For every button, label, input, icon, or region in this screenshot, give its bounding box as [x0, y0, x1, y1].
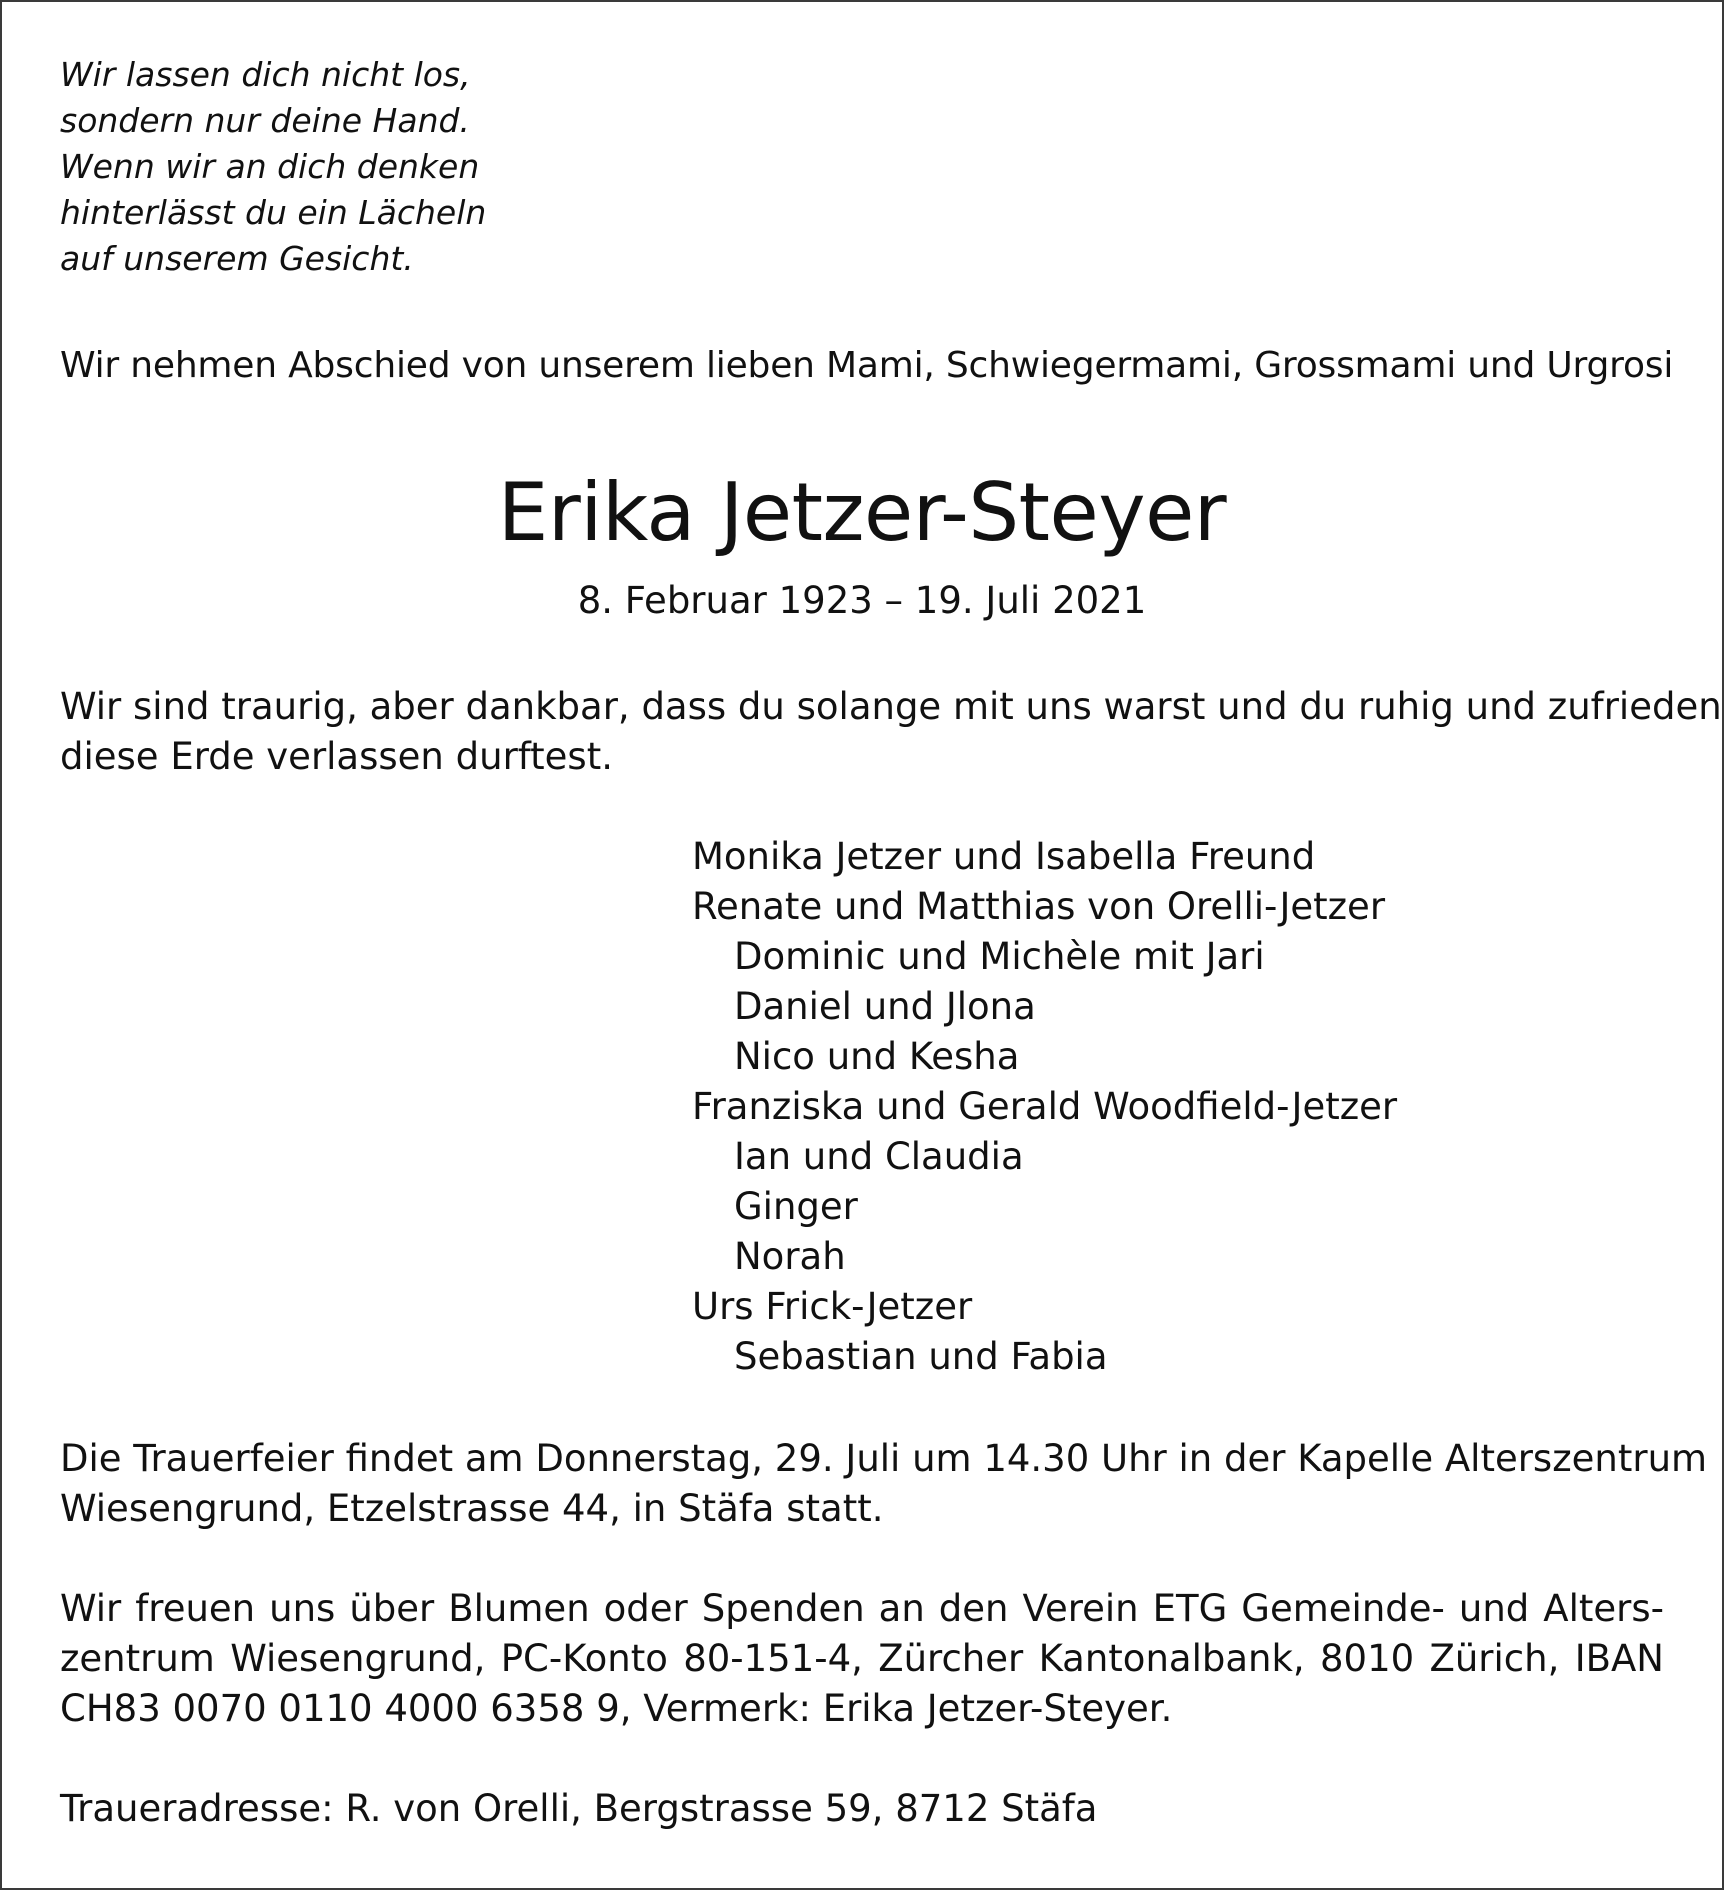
family-member: Monika Jetzer und Isabella Freund: [692, 835, 1316, 878]
paragraph-line: Wir freuen uns über Blumen oder Spenden an den Verein ETG Gemeinde- und Alters-: [60, 1587, 1664, 1630]
poem-line: Wir lassen dich nicht los,: [60, 55, 471, 94]
family-member: Norah: [734, 1235, 846, 1278]
family-member: Ginger: [734, 1185, 858, 1228]
family-member: Sebastian und Fabia: [734, 1335, 1108, 1378]
paragraph-line: CH83 0070 0110 4000 6358 9, Vermerk: Erika Jetzer-Steyer.: [60, 1687, 1173, 1730]
family-member: Dominic und Michèle mit Jari: [734, 935, 1265, 978]
paragraph-line: Die Trauerfeier findet am Donnerstag, 29. Juli um 14.30 Uhr in der Kapelle Alterszentrum: [60, 1437, 1708, 1480]
family-member: Franziska und Gerald Woodfield-Jetzer: [692, 1085, 1398, 1128]
family-member: Nico und Kesha: [734, 1035, 1020, 1078]
paragraph-line: zentrum Wiesengrund, PC-Konto 80-151-4, Zürcher Kantonalbank, 8010 Zürich, IBAN: [60, 1637, 1664, 1680]
family-member: Daniel und Jlona: [734, 985, 1036, 1028]
donations-paragraph: [60, 1584, 1664, 1734]
family-member: Urs Frick-Jetzer: [692, 1285, 973, 1328]
poem-line: auf unserem Gesicht.: [60, 239, 414, 278]
intro-text: Wir nehmen Abschied von unserem lieben Mami, Schwiegermami, Grossmami und Urgrosi: [60, 345, 1674, 386]
poem-line: hinterlässt du ein Lächeln: [60, 193, 487, 232]
mourning-address: [60, 1784, 1664, 1834]
poem-line: sondern nur deine Hand.: [60, 101, 470, 140]
family-member: Renate und Matthias von Orelli-Jetzer: [692, 885, 1386, 928]
ceremony-paragraph: [60, 1434, 1708, 1534]
gratitude-paragraph: [60, 682, 1722, 782]
paragraph-line: Wir sind traurig, aber dankbar, dass du solange mit uns warst und du ruhig und zufrieden: [60, 685, 1722, 728]
family-member: Ian und Claudia: [734, 1135, 1024, 1178]
deceased-name: Erika Jetzer-Steyer: [497, 466, 1227, 559]
paragraph-line: diese Erde verlassen durftest.: [60, 735, 613, 778]
poem-line: Wenn wir an dich denken: [60, 147, 480, 186]
paragraph-line: Wiesengrund, Etzelstrasse 44, in Stäfa statt.: [60, 1487, 884, 1530]
poem: [60, 52, 486, 282]
life-dates: 8. Februar 1923 – 19. Juli 2021: [577, 579, 1147, 622]
address-line: Traueradresse: R. von Orelli, Bergstrasse 59, 8712 Stäfa: [60, 1787, 1098, 1830]
family-list: [692, 832, 1397, 1382]
